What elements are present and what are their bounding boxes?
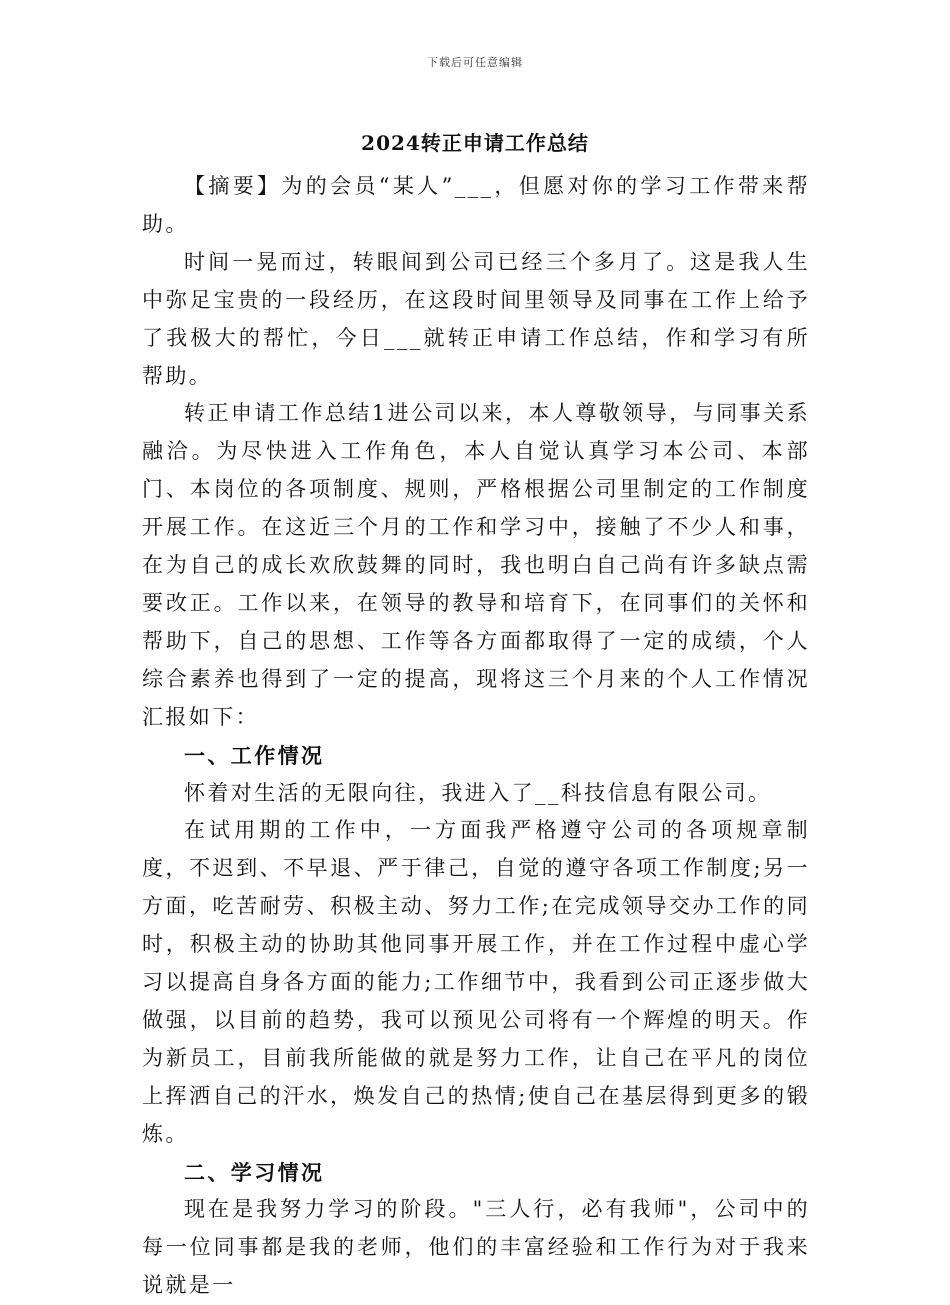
intro-paragraph: 时间一晃而过，转眼间到公司已经三个多月了。这是我人生中弥足宝贵的一段经历，在这段时间里领导及同事在工作上给予了我极大的帮忙，今日___就转正申请工作总结，作和学习有所帮助。 — [142, 249, 810, 388]
section-heading-work: 一、工作情况 — [184, 742, 325, 768]
document-body — [142, 168, 810, 1305]
abstract-paragraph: 【摘要】为的会员“某人”___，但愿对你的学习工作带来帮助。 — [142, 174, 810, 236]
study-paragraph: 现在是我努力学习的阶段。"三人行，必有我师"，公司中的每一位同事都是我的老师，他们的丰富经验和工作行为对于我来说就是一 — [142, 1197, 810, 1298]
section-heading-study: 二、学习情况 — [184, 1159, 325, 1185]
header-note: 下载后可任意编辑 — [427, 56, 523, 69]
work-paragraph-1: 怀着对生活的无限向往，我进入了__科技信息有限公司。 — [184, 780, 772, 805]
work-paragraph-2: 在试用期的工作中，一方面我严格遵守公司的各项规章制度，不迟到、不早退、严于律己，自觉的遵守各项工作制度;另一方面，吃苦耐劳、积极主动、努力工作;在完成领导交办工作的同时，积极主动的协助其他同事开展工作，并在工作过程中虚心学习以提高自身各方面的能力;工作细节中，我看到公司正逐步做大做强，以目前的趋势，我可以预见公司将有一个辉煌的明天。作为新员工，目前我所能做的就是努力工作，让自己在平凡的岗位上挥洒自己的汗水，焕发自己的热情;使自己在基层得到更多的锻炼。 — [142, 818, 810, 1146]
summary-paragraph: 转正申请工作总结1进公司以来，本人尊敬领导，与同事关系融洽。为尽快进入工作角色，本人自觉认真学习本公司、本部门、本岗位的各项制度、规则，严格根据公司里制定的工作制度开展工作。在这近三个月的工作和学习中，接触了不少人和事，在为自己的成长欢欣鼓舞的同时，我也明白自己尚有许多缺点需要改正。工作以来，在领导的教导和培育下，在同事们的关怀和帮助下，自己的思想、工作等各方面都取得了一定的成绩，个人综合素养也得到了一定的提高，现将这三个月来的个人工作情况汇报如下： — [142, 401, 810, 729]
document-title: 2024转正申请工作总结 — [361, 131, 589, 155]
